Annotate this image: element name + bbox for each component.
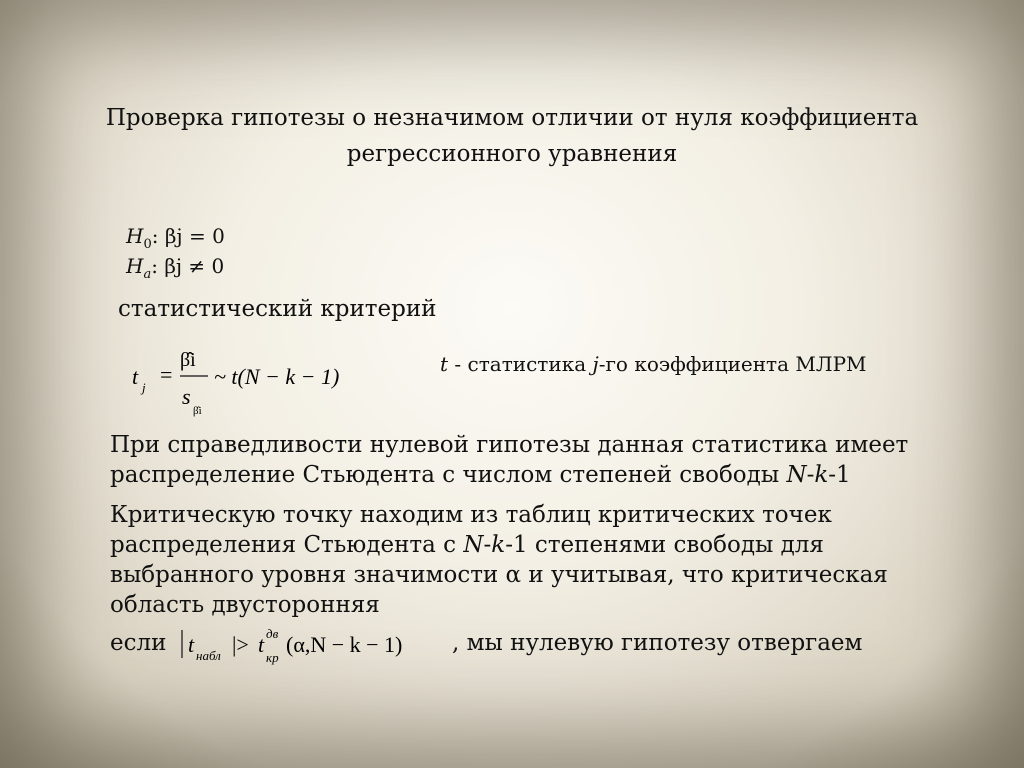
h0-subscript: 0 <box>143 237 152 252</box>
alternative-hypothesis <box>126 252 224 289</box>
title-line-2: регрессионного уравнения <box>346 141 678 167</box>
paragraph2-dash: - <box>483 532 492 558</box>
title-line-1: Проверка гипотезы о незначимом отличии от нуля коэффициента <box>105 105 919 131</box>
ha-statement: : βj ≠ 0 <box>151 254 225 278</box>
paragraph1-k: k <box>814 462 829 488</box>
greater-than: |> <box>232 632 249 657</box>
criterion-label: статистический критерий <box>118 296 437 322</box>
paragraph2-N: N <box>463 532 484 558</box>
formula-denominator-sub: β̂i <box>193 405 202 417</box>
t-critical-sup: дв <box>266 626 279 641</box>
paragraph-critical-point <box>110 500 930 620</box>
t-observed: t <box>188 632 195 657</box>
h0-symbol: H <box>126 224 144 248</box>
h0-statement: : βj = 0 <box>151 224 225 248</box>
paragraph1-N: N <box>786 462 807 488</box>
formula-lhs: t <box>132 364 139 389</box>
formula-equals: = <box>160 362 173 387</box>
paragraph1-text: При справедливости нулевой гипотезы данная статистика имеет распределение Стьюдента с числом степеней свободы <box>110 432 909 488</box>
t-critical-args: (α,N − k − 1) <box>286 632 403 657</box>
ha-subscript: a <box>143 267 152 282</box>
rejection-condition <box>110 626 930 670</box>
formula-rhs: ~ t(N − k − 1) <box>214 364 340 389</box>
paragraph-distribution <box>110 430 930 490</box>
paragraph1-tail: -1 <box>828 462 851 488</box>
t-critical-sub: кр <box>266 650 279 665</box>
condition-if-word: если <box>110 630 167 656</box>
t-statistic-formula <box>130 340 380 420</box>
caption-j: j <box>592 352 599 376</box>
formula-caption <box>440 352 867 376</box>
paragraph2-text-1: Критическую точку находим из таблиц критических точек распределения Стьюдента с <box>110 502 832 558</box>
formula-lhs-sub: j <box>142 380 146 395</box>
t-observed-sub: набл <box>196 648 221 663</box>
slide-title <box>90 100 934 172</box>
caption-text-1: - статистика <box>448 352 593 376</box>
caption-text-2: -го коэффициента МЛРМ <box>598 352 867 376</box>
paragraph1-dash: - <box>806 462 815 488</box>
formula-denominator: s <box>182 384 191 409</box>
formula-numerator: β̂i <box>180 349 196 371</box>
condition-inequality <box>176 618 446 670</box>
caption-t: t <box>440 352 449 376</box>
condition-conclusion: , мы нулевую гипотезу отвергаем <box>452 630 863 656</box>
paragraph2-text-2: -1 степенями свободы для выбранного уровня значимости α и учитывая, что критическая область двусторонняя <box>110 532 888 618</box>
ha-symbol: H <box>126 254 144 278</box>
t-critical: t <box>258 632 265 657</box>
paragraph2-k: k <box>491 532 506 558</box>
